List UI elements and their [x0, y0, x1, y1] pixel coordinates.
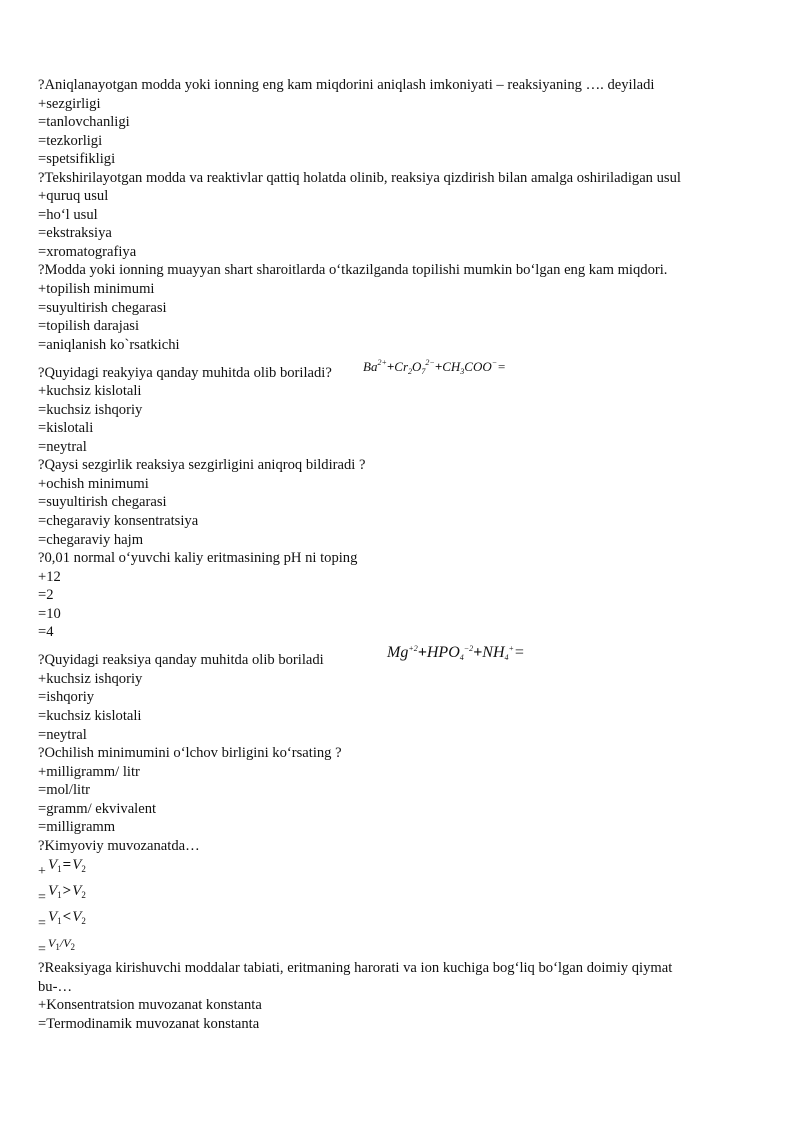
answer-option: =ekstraksiya: [38, 225, 112, 242]
answer-correct: +ochish minimumi: [38, 475, 149, 492]
answer-option: =Termodinamik muvozanat konstanta: [38, 1015, 260, 1032]
reaction-formula: $Mg^{+2}+HPO_4^{-2}+NH_4^+=$: [387, 643, 525, 662]
answer-option: =gramm/ ekvivalent: [38, 800, 157, 817]
answer-option: =kuchsiz kislotali: [38, 707, 142, 724]
answer-option: =kislotali: [38, 420, 94, 437]
answer-option: =tanlovchanligi: [38, 114, 130, 131]
answer-option: =neytral: [38, 726, 87, 743]
answer-correct: +Konsentratsion muvozanat konstanta: [38, 997, 262, 1014]
answer-option: =mol/litr: [38, 782, 91, 799]
answer-correct: +kuchsiz ishqoriy: [38, 670, 143, 687]
question-text: ?Quyidagi reakyiya qanday muhitda olib boriladi?: [38, 364, 332, 381]
answer-option: =tezkorligi: [38, 132, 103, 149]
answer-option: =ho‘l usul: [38, 206, 98, 223]
question-line: ?0,01 normal o‘yuvchi kaliy eritmasining pH ni toping: [38, 550, 358, 567]
question-line: ?Aniqlanayotgan modda yoki ionning eng kam miqdorini aniqlash imkoniyati – reaksiyaning …. deyiladi: [38, 77, 655, 93]
reaction-formula: $Ba^{2+}+Cr_2O_7^{2-}+CH_3COO^-=$: [363, 358, 506, 377]
answer-option: =aniqlanish ko`rsatkichi: [38, 336, 180, 353]
answer-correct: +kuchsiz kislotali: [38, 383, 142, 400]
answer-correct: +sezgirligi: [38, 95, 101, 112]
answer-correct: +milligramm/ litr: [38, 763, 140, 780]
question-line: ?Kimyoviy muvozanatda…: [38, 837, 200, 854]
answer-correct: +topilish minimumi: [38, 281, 155, 298]
answer-option: =spetsifikligi: [38, 151, 116, 168]
answer-option: =10: [38, 605, 61, 622]
quiz-text: [38, 76, 768, 1034]
answer-correct: +quruq usul: [38, 188, 109, 205]
answer-option: =kuchsiz ishqoriy: [38, 401, 143, 418]
answer-option: =suyultirish chegarasi: [38, 299, 167, 316]
velocity-option: = $V_1/V_2$: [38, 936, 76, 958]
question-line: ?Reaksiyaga kirishuvchi moddalar tabiati, eritmaning harorati va ion kuchiga bog‘liq bo‘lgan doimiy qiymat: [38, 960, 673, 977]
velocity-option: = $V_1>V_2$: [38, 883, 86, 906]
answer-option: =milligramm: [38, 819, 116, 836]
velocity-option: = $V_1<V_2$: [38, 909, 86, 932]
question-line: ?Ochilish minimumini o‘lchov birligini ko‘rsating ?: [38, 745, 342, 762]
answer-correct: +12: [38, 568, 61, 585]
answer-option: =2: [38, 587, 54, 604]
question-line: ?Modda yoki ionning muayyan shart sharoitlarda o‘tkazilganda topilishi mumkin bo‘lgan eng kam miqdori.: [38, 262, 668, 279]
answer-option: =chegaraviy hajm: [38, 531, 144, 548]
question-with-formula: [38, 642, 768, 670]
answer-option: =chegaraviy konsentratsiya: [38, 513, 199, 530]
answer-option: =xromatografiya: [38, 243, 137, 260]
question-line: ?Tekshirilayotgan modda va reaktivlar qattiq holatda olinib, reaksiya qizdirish bilan amalga oshiriladigan usul: [38, 169, 681, 186]
question-line: ?Qaysi sezgirlik reaksiya sezgirligini aniqroq bildiradi ?: [38, 457, 366, 474]
question-line-continued: bu-…: [38, 978, 73, 995]
answer-option: =neytral: [38, 438, 87, 455]
answer-option: =ishqoriy: [38, 689, 95, 706]
answer-option: =4: [38, 624, 54, 641]
question-text: ?Quyidagi reaksiya qanday muhitda olib boriladi: [38, 652, 324, 669]
answer-option: =suyultirish chegarasi: [38, 494, 167, 511]
velocity-option: + $V_1=V_2$: [38, 857, 86, 880]
question-with-formula: [38, 354, 768, 382]
answer-option: =topilish darajasi: [38, 318, 140, 335]
